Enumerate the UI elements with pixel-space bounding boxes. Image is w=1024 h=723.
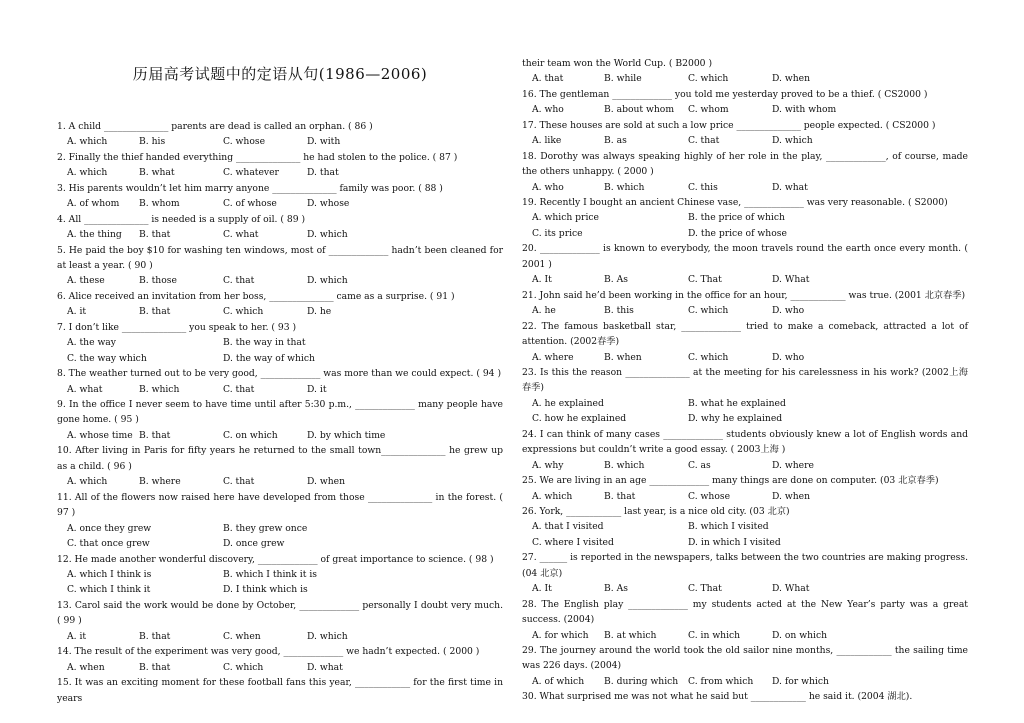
answer-option: A. which xyxy=(532,490,573,502)
question-item xyxy=(522,56,968,87)
question-item xyxy=(522,689,968,704)
question-item xyxy=(57,366,503,397)
answer-option: D. the way of which xyxy=(223,352,315,364)
answer-option: C. that xyxy=(223,275,255,287)
answer-options xyxy=(67,273,503,288)
answer-option: A. It xyxy=(532,274,552,286)
question-item xyxy=(522,87,968,118)
answer-option: B. as xyxy=(604,135,627,147)
answer-option: B. As xyxy=(604,274,628,286)
answer-options xyxy=(532,519,968,550)
answer-option: B. that xyxy=(139,229,171,241)
answer-options xyxy=(67,567,503,598)
answer-option: C. whom xyxy=(688,104,729,116)
answer-option: D. the price of whose xyxy=(688,227,787,239)
answer-options xyxy=(67,304,503,319)
answer-option: B. which xyxy=(139,383,180,395)
question-text: 21. John said he’d been working in the office for an hour, ____________ was true. (2001 北京春季) xyxy=(522,289,966,301)
answer-option: C. whatever xyxy=(223,167,279,179)
answer-option: B. that xyxy=(139,429,171,441)
answer-option: D. he xyxy=(307,306,332,318)
answer-option: D. What xyxy=(772,583,810,595)
answer-option: D. I think which is xyxy=(223,584,308,596)
question-text: 29. The journey around the world took the old sailor nine months, ____________ the sailing time was 226 days. (2004) xyxy=(522,645,968,672)
answer-option: C. when xyxy=(223,630,261,642)
question-item xyxy=(57,490,503,552)
answer-option: C. its price xyxy=(532,227,583,239)
answer-option: A. It xyxy=(532,583,552,595)
answer-option: A. he xyxy=(532,305,556,317)
answer-options xyxy=(67,196,503,211)
answer-option: C. That xyxy=(688,583,722,595)
question-item xyxy=(57,150,503,181)
answer-options xyxy=(67,629,503,644)
question-text: 19. Recently I bought an ancient Chinese vase, _____________ was very reasonable. ( S2000) xyxy=(522,197,948,209)
question-text: 13. Carol said the work would be done by October, _____________ personally I doubt very much. ( 99 ) xyxy=(57,599,503,627)
answer-option: D. what xyxy=(307,661,343,673)
question-text: 14. The result of the experiment was very good, _____________ we hadn’t expected. ( 2000 ) xyxy=(57,646,480,658)
question-item xyxy=(522,149,968,195)
answer-option: B. As xyxy=(604,583,628,595)
answer-option: A. it xyxy=(67,306,87,318)
answer-option: A. of which xyxy=(532,675,585,687)
question-item xyxy=(57,552,503,598)
answer-option: C. That xyxy=(688,274,722,286)
answer-option: B. which I visited xyxy=(688,521,769,533)
answer-option: A. which price xyxy=(532,212,599,224)
answer-options xyxy=(67,474,503,489)
answer-options xyxy=(532,628,968,643)
question-text: 16. The gentleman _____________ you told me yesterday proved to be a thief. ( CS2000 ) xyxy=(522,88,928,100)
answer-options xyxy=(67,134,503,149)
answer-option: B. where xyxy=(139,476,181,488)
question-item xyxy=(522,288,968,319)
right-column xyxy=(522,56,968,705)
answer-options xyxy=(532,458,968,473)
answer-option: C. as xyxy=(688,459,711,471)
answer-option: B. which I think it is xyxy=(223,568,318,580)
answer-option: A. the way xyxy=(67,337,116,349)
question-text: 24. I can think of many cases _____________ students obviously knew a lot of English words and expressions but couldn’t write a good essay. ( 2003上海 ) xyxy=(522,428,968,456)
question-text: 23. Is this the reason ______________ at the meeting for his carelessness in his work? (2002上海春季) xyxy=(522,366,968,394)
answer-option: B. those xyxy=(139,275,177,287)
answer-options xyxy=(532,71,968,86)
question-text: 20. _____________ is known to everybody, the moon travels round the earth once every month. ( 2001 ) xyxy=(522,243,968,270)
question-text: 3. His parents wouldn’t let him marry anyone ______________ family was poor. ( 88 ) xyxy=(57,182,443,194)
answer-option: B. about whom xyxy=(604,104,675,116)
answer-option: A. the thing xyxy=(67,229,122,241)
question-text: 6. Alice received an invitation from her boss, ______________ came as a surprise. ( 91 ) xyxy=(57,290,455,302)
question-item xyxy=(57,598,503,644)
question-text: 1. A child ______________ parents are dead is called an orphan. ( 86 ) xyxy=(57,121,373,132)
answer-option: A. who xyxy=(532,104,564,116)
question-text: 15. It was an exciting moment for these football fans this year, ____________ for the first time in years xyxy=(57,677,503,704)
question-item xyxy=(522,504,968,550)
answer-option: A. when xyxy=(67,661,105,673)
question-text: 2. Finally the thief handed everything ______________ he had stolen to the police. ( 87 ) xyxy=(57,151,458,163)
question-text: 18. Dorothy was always speaking highly of her role in the play, _____________, of course, made the others unhappy. ( 2000 ) xyxy=(522,150,968,178)
question-text: 9. In the office I never seem to have time until after 5:30 p.m., _____________ many people have gone home. ( 95 ) xyxy=(57,399,503,426)
answer-option: C. which xyxy=(688,73,729,85)
answer-option: D. when xyxy=(772,73,811,85)
answer-option: D. where xyxy=(772,459,814,471)
answer-options xyxy=(532,396,968,427)
answer-options xyxy=(67,382,503,397)
answer-option: C. in which xyxy=(688,629,741,641)
answer-option: D. on which xyxy=(772,629,828,641)
answer-options xyxy=(67,521,503,552)
answer-options xyxy=(532,180,968,195)
question-item xyxy=(57,644,503,675)
answer-option: B. what xyxy=(139,167,175,179)
answer-option: D. which xyxy=(772,135,813,147)
left-column xyxy=(57,56,503,706)
answer-option: A. he explained xyxy=(532,397,604,409)
answer-option: D. it xyxy=(307,383,327,395)
answer-option: A. for which xyxy=(532,629,589,641)
answer-option: B. at which xyxy=(604,629,657,641)
question-text: 28. The English play _____________ my students acted at the New Year’s party was a great success. (2004) xyxy=(522,598,968,626)
answer-option: A. it xyxy=(67,630,87,642)
answer-option: B. they grew once xyxy=(223,522,308,534)
question-item xyxy=(57,181,503,212)
answer-option: C. how he explained xyxy=(532,413,627,425)
question-item xyxy=(522,241,968,287)
answer-option: C. that xyxy=(223,476,255,488)
answer-option: C. that xyxy=(688,135,720,147)
answer-option: A. which I think is xyxy=(67,568,152,580)
question-item xyxy=(522,118,968,149)
answer-option: A. where xyxy=(532,351,574,363)
question-item xyxy=(522,550,968,596)
answer-option: C. which xyxy=(223,306,264,318)
question-item xyxy=(522,473,968,504)
answer-options xyxy=(532,303,968,318)
answer-options xyxy=(532,210,968,241)
answer-option: D. whose xyxy=(307,198,350,210)
answer-option: B. his xyxy=(139,136,166,148)
answer-option: C. from which xyxy=(688,675,754,687)
answer-options xyxy=(532,489,968,504)
answer-option: B. that xyxy=(139,661,171,673)
answer-option: B. which xyxy=(604,459,645,471)
answer-options xyxy=(67,227,503,242)
question-item xyxy=(57,289,503,320)
answer-option: A. that xyxy=(532,73,564,85)
question-item xyxy=(57,212,503,243)
question-text: 12. He made another wonderful discovery, _____________ of great importance to science. ( 98 ) xyxy=(57,553,494,565)
answer-option: C. which xyxy=(688,305,729,317)
question-text: 11. All of the flowers now raised here have developed from those ______________ in the forest. ( 97 ) xyxy=(57,491,503,519)
answer-option: B. which xyxy=(604,181,645,193)
answer-option: D. who xyxy=(772,305,805,317)
answer-option: B. this xyxy=(604,305,634,317)
document-title: 历届高考试题中的定语从句(1986—2006) xyxy=(132,65,428,83)
answer-option: A. why xyxy=(532,459,564,471)
answer-options xyxy=(532,350,968,365)
answer-option: D. when xyxy=(772,490,811,502)
answer-option: B. during which xyxy=(604,675,679,687)
answer-option: B. that xyxy=(139,630,171,642)
answer-options xyxy=(532,581,968,596)
answer-option: A. what xyxy=(67,383,103,395)
answer-options xyxy=(532,102,968,117)
answer-option: D. What xyxy=(772,274,810,286)
answer-option: B. the way in that xyxy=(223,337,306,349)
answer-options xyxy=(532,674,968,689)
answer-option: C. which xyxy=(688,351,729,363)
question-text: 7. I don’t like ______________ you speak to her. ( 93 ) xyxy=(57,321,297,333)
answer-option: B. when xyxy=(604,351,642,363)
answer-option: C. this xyxy=(688,181,718,193)
question-item xyxy=(57,320,503,366)
answer-option: D. who xyxy=(772,351,805,363)
answer-option: D. that xyxy=(307,167,339,179)
answer-option: B. what he explained xyxy=(688,397,786,409)
answer-option: C. whose xyxy=(223,136,266,148)
answer-option: A. which xyxy=(67,136,108,148)
question-item xyxy=(522,427,968,473)
answer-option: A. which xyxy=(67,167,108,179)
answer-option: B. that xyxy=(604,490,636,502)
question-text: their team won the World Cup. ( B2000 ) xyxy=(522,58,713,69)
answer-option: B. whom xyxy=(139,198,180,210)
question-item xyxy=(522,195,968,241)
answer-option: C. that xyxy=(223,383,255,395)
question-text: 17. These houses are sold at such a low price ______________ people expected. ( CS2000 ) xyxy=(522,119,936,131)
answer-options xyxy=(67,660,503,675)
question-item xyxy=(522,643,968,689)
answer-option: A. that I visited xyxy=(532,521,604,533)
answer-option: B. the price of which xyxy=(688,212,785,224)
answer-option: D. in which I visited xyxy=(688,536,781,548)
question-item xyxy=(57,243,503,289)
answer-option: C. the way which xyxy=(67,352,147,364)
answer-option: D. which xyxy=(307,275,348,287)
question-text: 22. The famous basketball star, _____________ tried to make a comeback, attracted a lot of attention. (2002春季) xyxy=(522,320,968,348)
question-item xyxy=(522,365,968,427)
question-text: 4. All ______________ is needed is a supply of oil. ( 89 ) xyxy=(57,213,306,225)
answer-options xyxy=(67,335,503,366)
answer-option: D. which xyxy=(307,630,348,642)
answer-option: D. for which xyxy=(772,675,829,687)
answer-option: B. while xyxy=(604,73,642,85)
answer-option: C. what xyxy=(223,229,259,241)
answer-option: C. whose xyxy=(688,490,731,502)
answer-options xyxy=(67,428,503,443)
question-text: 27. ______ is reported in the newspapers, talks between the two countries are making progress. (04 北京) xyxy=(522,552,968,579)
question-text: 10. After living in Paris for fifty years he returned to the small town______________ he grew up as a child. ( 96 ) xyxy=(57,445,503,472)
question-item xyxy=(57,443,503,489)
question-item xyxy=(57,397,503,443)
answer-option: B. that xyxy=(139,306,171,318)
question-text: 5. He paid the boy $10 for washing ten windows, most of _____________ hadn’t been cleaned for at least a year. ( 90 ) xyxy=(57,244,503,272)
answer-options xyxy=(532,272,968,287)
answer-option: D. what xyxy=(772,181,808,193)
answer-option: D. why he explained xyxy=(688,413,783,425)
question-item xyxy=(57,675,503,706)
question-text: 30. What surprised me was not what he said but ____________ he said it. (2004 湖北). xyxy=(522,691,913,703)
answer-option: C. that once grew xyxy=(67,538,150,550)
answer-option: A. once they grew xyxy=(67,522,152,534)
answer-option: A. like xyxy=(532,135,562,147)
answer-option: A. of whom xyxy=(67,198,120,210)
answer-option: C. where I visited xyxy=(532,536,614,548)
question-item xyxy=(522,597,968,643)
answer-option: A. which xyxy=(67,476,108,488)
answer-option: D. which xyxy=(307,229,348,241)
answer-option: D. with xyxy=(307,136,341,148)
answer-option: C. which I think it xyxy=(67,584,151,596)
question-text: 8. The weather turned out to be very good, _____________ was more than we could expect. ( 94 ) xyxy=(57,368,502,380)
answer-option: D. with whom xyxy=(772,104,837,116)
answer-option: C. on which xyxy=(223,429,278,441)
answer-option: D. by which time xyxy=(307,429,386,441)
question-text: 26. York, ____________ last year, is a nice old city. (03 北京) xyxy=(522,505,790,517)
answer-option: A. these xyxy=(67,275,105,287)
answer-option: D. when xyxy=(307,476,346,488)
answer-options xyxy=(532,133,968,148)
answer-options xyxy=(67,165,503,180)
question-item xyxy=(522,319,968,365)
answer-option: C. of whose xyxy=(223,198,277,210)
question-item xyxy=(57,119,503,150)
answer-option: A. whose time xyxy=(67,429,133,441)
question-text: 25. We are living in an age _____________ many things are done on computer. (03 北京春季) xyxy=(522,475,939,487)
answer-option: D. once grew xyxy=(223,538,285,550)
answer-option: C. which xyxy=(223,661,264,673)
answer-option: A. who xyxy=(532,181,564,193)
